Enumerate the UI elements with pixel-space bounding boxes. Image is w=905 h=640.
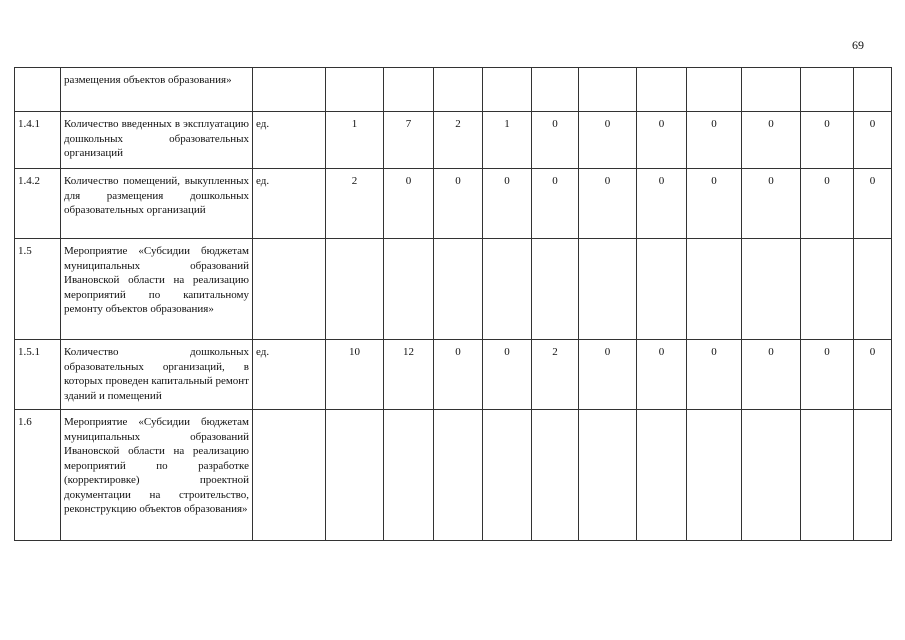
row-value <box>742 239 801 340</box>
row-code: 1.5.1 <box>15 340 61 410</box>
row-value <box>801 239 854 340</box>
table-row <box>15 410 892 541</box>
row-value: 0 <box>579 340 637 410</box>
row-value: 0 <box>854 112 892 169</box>
row-value: 1 <box>326 112 384 169</box>
row-unit <box>253 68 326 112</box>
row-value: 0 <box>854 169 892 239</box>
row-value: 1 <box>483 112 532 169</box>
row-value <box>801 410 854 541</box>
row-value <box>579 410 637 541</box>
row-value: 0 <box>854 340 892 410</box>
table-row <box>15 340 892 410</box>
row-value: 2 <box>326 169 384 239</box>
row-value: 0 <box>687 340 742 410</box>
row-value: 0 <box>483 340 532 410</box>
row-value <box>854 239 892 340</box>
row-value <box>637 239 687 340</box>
row-value: 0 <box>637 112 687 169</box>
row-name: Количество помещений, выкупленных для размещения дошкольных образовательных организаций <box>61 169 253 239</box>
table-row <box>15 112 892 169</box>
row-value <box>579 239 637 340</box>
row-value <box>483 68 532 112</box>
row-unit <box>253 410 326 541</box>
row-value <box>579 68 637 112</box>
row-value: 0 <box>801 169 854 239</box>
row-value: 2 <box>532 340 579 410</box>
row-value <box>434 239 483 340</box>
row-value: 0 <box>637 340 687 410</box>
row-value <box>384 68 434 112</box>
row-value <box>742 68 801 112</box>
row-value: 0 <box>483 169 532 239</box>
row-value <box>742 410 801 541</box>
row-value: 0 <box>801 112 854 169</box>
row-unit: ед. <box>253 169 326 239</box>
row-unit <box>253 239 326 340</box>
row-value: 0 <box>434 169 483 239</box>
row-value: 0 <box>742 169 801 239</box>
row-name: Количество дошкольных образовательных организаций, в которых проведен капитальный ремонт зданий и помещений <box>61 340 253 410</box>
row-value: 0 <box>742 340 801 410</box>
row-value: 7 <box>384 112 434 169</box>
row-value: 0 <box>801 340 854 410</box>
row-value <box>532 239 579 340</box>
row-name: Мероприятие «Субсидии бюджетам муниципальных образований Ивановской области на реализацию мероприятий по разработке (корректировке) проектной документации на строительство, реконструкцию объектов образования» <box>61 410 253 541</box>
row-value: 0 <box>532 169 579 239</box>
row-code: 1.5 <box>15 239 61 340</box>
row-unit: ед. <box>253 112 326 169</box>
row-value <box>384 239 434 340</box>
row-value <box>637 410 687 541</box>
row-value: 0 <box>579 112 637 169</box>
row-value <box>854 68 892 112</box>
row-value <box>483 410 532 541</box>
row-value <box>326 239 384 340</box>
row-value: 0 <box>637 169 687 239</box>
row-value <box>434 410 483 541</box>
row-value: 2 <box>434 112 483 169</box>
row-value <box>637 68 687 112</box>
row-value <box>854 410 892 541</box>
row-value <box>801 68 854 112</box>
row-value <box>384 410 434 541</box>
indicators-table <box>14 67 892 541</box>
row-value <box>326 68 384 112</box>
row-value <box>687 410 742 541</box>
row-code <box>15 68 61 112</box>
row-code: 1.4.1 <box>15 112 61 169</box>
row-name: Мероприятие «Субсидии бюджетам муниципальных образований Ивановской области на реализацию мероприятий по капитальному ремонту объектов образования» <box>61 239 253 340</box>
row-unit: ед. <box>253 340 326 410</box>
table-row <box>15 169 892 239</box>
row-value <box>687 68 742 112</box>
row-name: Количество введенных в эксплуатацию дошкольных образовательных организаций <box>61 112 253 169</box>
row-code: 1.6 <box>15 410 61 541</box>
row-value <box>483 239 532 340</box>
row-value: 12 <box>384 340 434 410</box>
row-value <box>532 410 579 541</box>
row-value: 0 <box>434 340 483 410</box>
table-row <box>15 239 892 340</box>
row-name: размещения объектов образования» <box>61 68 253 112</box>
row-value <box>687 239 742 340</box>
row-value: 0 <box>532 112 579 169</box>
row-code: 1.4.2 <box>15 169 61 239</box>
page-number: 69 <box>852 38 864 52</box>
row-value <box>326 410 384 541</box>
row-value: 10 <box>326 340 384 410</box>
row-value <box>532 68 579 112</box>
row-value: 0 <box>384 169 434 239</box>
row-value: 0 <box>687 112 742 169</box>
row-value: 0 <box>687 169 742 239</box>
table-row <box>15 68 892 112</box>
row-value: 0 <box>742 112 801 169</box>
row-value <box>434 68 483 112</box>
row-value: 0 <box>579 169 637 239</box>
